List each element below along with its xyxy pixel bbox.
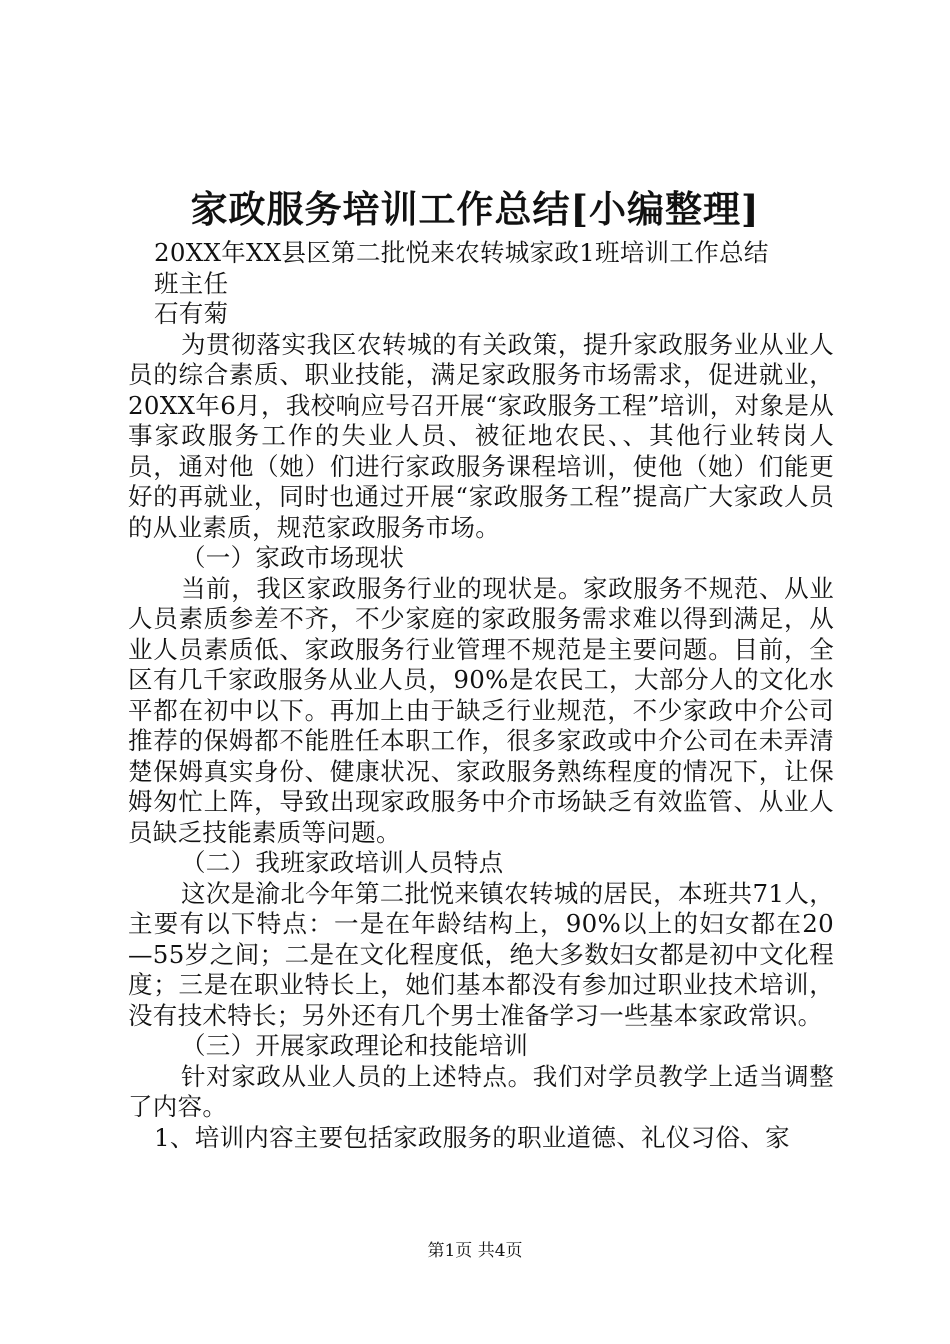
section2-paragraph: 这次是渝北今年第二批悦来镇农转城的居民，本班共71人，主要有以下特点：一是在年龄结构上，90%以上的妇女都在20—55岁之间；二是在文化程度低，绝大多数妇女都是初中文化程度；三是在职业特长上，她们基本都没有参加过职业技术培训，没有技术特长；另外还有几个男士准备学习一些基本家政常识。 bbox=[128, 878, 834, 1030]
section3-heading: （三）开展家政理论和技能培训 bbox=[181, 1031, 529, 1060]
section1-heading: （一）家政市场现状 bbox=[181, 543, 405, 572]
document-title: 家政服务培训工作总结[小编整理] bbox=[190, 187, 760, 231]
page-number: 第1页 共4页 bbox=[427, 1241, 523, 1261]
document-body bbox=[128, 238, 834, 1153]
item1-paragraph: 1、培训内容主要包括家政服务的职业道德、礼仪习俗、家 bbox=[154, 1122, 790, 1152]
author-name: 石有菊 bbox=[154, 299, 229, 328]
intro-paragraph: 为贯彻落实我区农转城的有关政策，提升家政服务业从业人员的综合素质、职业技能，满足家政服务市场需求，促进就业，20XX年6月，我校响应号召开展“家政服务工程”培训，对象是从事家政服务工作的失业人员、被征地农民、、其他行业转岗人员，通对他（她）们进行家政服务课程培训，使他（她）们能更好的再就业，同时也通过开展“家政服务工程”提高广大家政人员的从业素质，规范家政服务市场。 bbox=[128, 329, 834, 542]
section1-paragraph: 当前，我区家政服务行业的现状是。家政服务不规范、从业人员素质参差不齐，不少家庭的家政服务需求难以得到满足，从业人员素质低、家政服务行业管理不规范是主要问题。目前，全区有几千家政服务从业人员，90%是农民工，大部分人的文化水平都在初中以下。再加上由于缺乏行业规范，不少家政中介公司推荐的保姆都不能胜任本职工作，很多家政或中介公司在未弄清楚保姆真实身份、健康状况、家政服务熟练程度的情况下，让保姆匆忙上阵，导致出现家政服务中介市场缺乏有效监管、从业人员缺乏技能素质等问题。 bbox=[128, 573, 834, 847]
section3-paragraph: 针对家政从业人员的上述特点。我们对学员教学上适当调整了内容。 bbox=[128, 1061, 834, 1121]
section2-heading: （二）我班家政培训人员特点 bbox=[181, 848, 504, 877]
author-role: 班主任 bbox=[154, 268, 229, 298]
document-subtitle: 20XX年XX县区第二批悦来农转城家政1班培训工作总结 bbox=[154, 238, 769, 267]
